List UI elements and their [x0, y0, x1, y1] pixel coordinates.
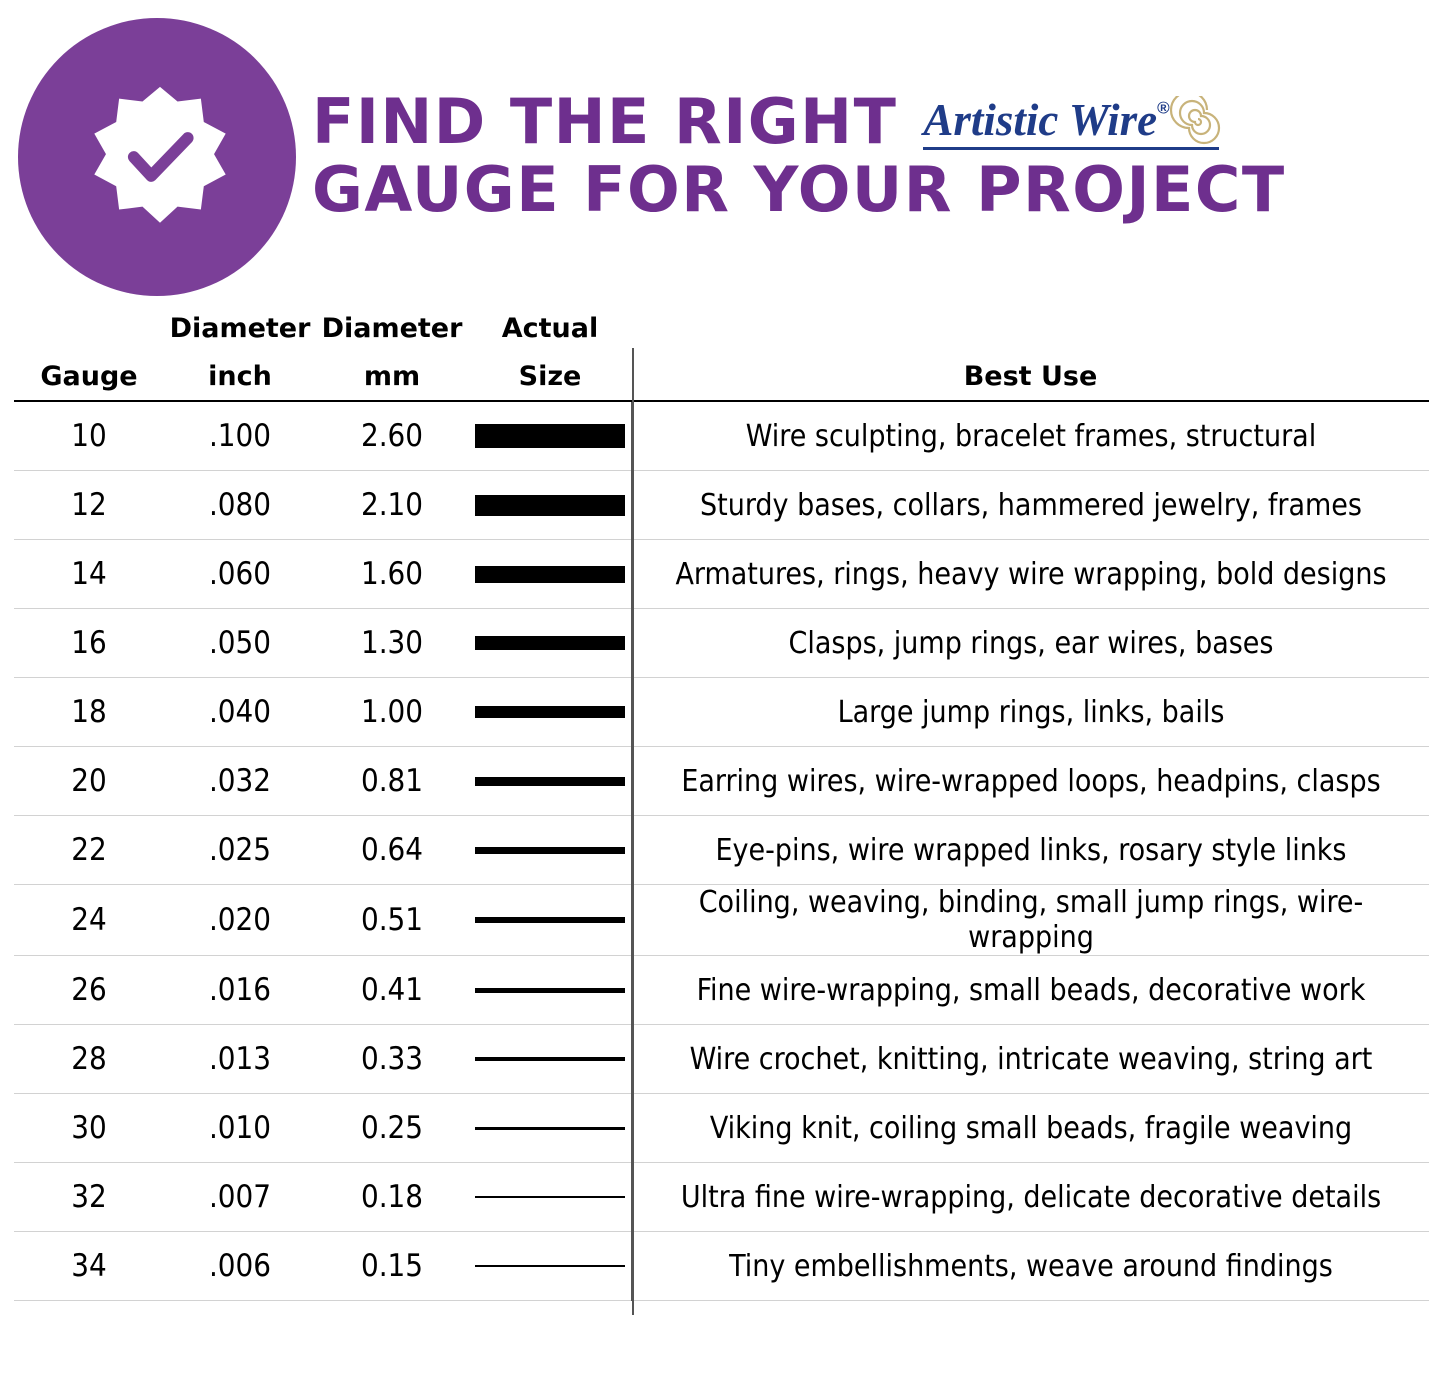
cell-gauge: 16 — [14, 609, 164, 678]
table-row — [14, 401, 1429, 471]
table-row — [14, 1025, 1429, 1094]
header-gauge: Gauge — [14, 348, 164, 401]
wire-thickness-swatch — [475, 1127, 625, 1130]
cell-gauge: 10 — [14, 401, 164, 471]
cell-gauge: 14 — [14, 540, 164, 609]
cell-diameter-inch: .006 — [164, 1232, 316, 1301]
wire-thickness-swatch — [475, 777, 625, 786]
cell-diameter-inch: .032 — [164, 747, 316, 816]
cell-diameter-mm: 1.60 — [316, 540, 468, 609]
cell-best-use: Viking knit, coiling small beads, fragile weaving — [632, 1094, 1429, 1163]
cell-actual-size — [468, 678, 632, 747]
cell-diameter-inch: .050 — [164, 609, 316, 678]
wire-thickness-swatch — [475, 566, 625, 583]
table-row — [14, 956, 1429, 1025]
cell-diameter-inch: .040 — [164, 678, 316, 747]
wire-thickness-swatch — [475, 636, 625, 650]
cell-diameter-inch: .025 — [164, 816, 316, 885]
table-row — [14, 816, 1429, 885]
header-diameter-inch-top: Diameter — [169, 313, 311, 344]
cell-gauge: 18 — [14, 678, 164, 747]
cell-best-use: Wire sculpting, bracelet frames, structural — [632, 401, 1429, 471]
page-title-line1 — [312, 85, 1286, 158]
cell-gauge: 28 — [14, 1025, 164, 1094]
cell-diameter-inch: .080 — [164, 471, 316, 540]
header-blank-1 — [14, 300, 164, 348]
cell-actual-size — [468, 401, 632, 471]
cell-diameter-mm: 0.41 — [316, 956, 468, 1025]
cell-diameter-inch: .013 — [164, 1025, 316, 1094]
table-row — [14, 540, 1429, 609]
artistic-wire-logo — [923, 82, 1219, 150]
wire-thickness-swatch — [475, 706, 625, 718]
cell-actual-size — [468, 540, 632, 609]
cell-actual-size — [468, 609, 632, 678]
header-size: Size — [468, 348, 632, 401]
cell-actual-size — [468, 1094, 632, 1163]
table-row — [14, 1232, 1429, 1301]
header-actual-top: Actual — [501, 313, 599, 344]
cell-best-use: Coiling, weaving, binding, small jump rings, wire-wrapping — [632, 885, 1429, 956]
header-titles — [296, 18, 1286, 227]
header-diameter-mm-top: Diameter — [321, 313, 463, 344]
table-row — [14, 747, 1429, 816]
spiral-icon — [1169, 96, 1227, 148]
cell-gauge: 24 — [14, 885, 164, 956]
wire-thickness-swatch — [475, 424, 625, 448]
wire-thickness-swatch — [475, 988, 625, 993]
cell-diameter-mm: 0.33 — [316, 1025, 468, 1094]
header-best-use: Best Use — [632, 348, 1429, 401]
gauge-table-area — [0, 300, 1445, 1301]
cell-actual-size — [468, 1232, 632, 1301]
wire-thickness-swatch — [475, 847, 625, 854]
header-blank-2 — [632, 300, 1429, 348]
cell-diameter-mm: 1.30 — [316, 609, 468, 678]
cell-gauge: 30 — [14, 1094, 164, 1163]
wire-thickness-swatch — [475, 1057, 625, 1061]
page-title-line2: GAUGE FOR YOUR PROJECT — [312, 153, 1286, 227]
cell-actual-size — [468, 956, 632, 1025]
header-mm: mm — [316, 348, 468, 401]
table-row — [14, 678, 1429, 747]
cell-gauge: 34 — [14, 1232, 164, 1301]
cell-best-use: Wire crochet, knitting, intricate weaving, string art — [632, 1025, 1429, 1094]
cell-actual-size — [468, 747, 632, 816]
table-row — [14, 609, 1429, 678]
gauge-table — [14, 300, 1429, 1301]
cell-diameter-inch: .060 — [164, 540, 316, 609]
cell-diameter-mm: 0.25 — [316, 1094, 468, 1163]
cell-best-use: Tiny embellishments, weave around findings — [632, 1232, 1429, 1301]
badge-logo — [18, 18, 296, 296]
cell-diameter-mm: 2.10 — [316, 471, 468, 540]
cell-diameter-mm: 0.51 — [316, 885, 468, 956]
cell-diameter-inch: .007 — [164, 1163, 316, 1232]
cell-best-use: Sturdy bases, collars, hammered jewelry, frames — [632, 471, 1429, 540]
cell-diameter-mm: 0.81 — [316, 747, 468, 816]
table-row — [14, 1094, 1429, 1163]
cell-gauge: 32 — [14, 1163, 164, 1232]
cell-diameter-mm: 0.18 — [316, 1163, 468, 1232]
wire-thickness-swatch — [475, 495, 625, 516]
table-row — [14, 471, 1429, 540]
wire-thickness-swatch — [475, 1196, 625, 1199]
table-body — [14, 401, 1429, 1301]
cell-gauge: 12 — [14, 471, 164, 540]
cell-diameter-mm: 0.15 — [316, 1232, 468, 1301]
cell-diameter-mm: 2.60 — [316, 401, 468, 471]
registered-mark: ® — [1157, 98, 1172, 118]
header — [0, 0, 1445, 300]
cell-actual-size — [468, 816, 632, 885]
cell-best-use: Earring wires, wire-wrapped loops, headpins, clasps — [632, 747, 1429, 816]
cell-actual-size — [468, 471, 632, 540]
table-row — [14, 885, 1429, 956]
cell-best-use: Armatures, rings, heavy wire wrapping, bold designs — [632, 540, 1429, 609]
cell-best-use: Fine wire-wrapping, small beads, decorative work — [632, 956, 1429, 1025]
wire-thickness-swatch — [475, 1265, 625, 1267]
cell-best-use: Clasps, jump rings, ear wires, bases — [632, 609, 1429, 678]
cell-diameter-mm: 1.00 — [316, 678, 468, 747]
cell-actual-size — [468, 1163, 632, 1232]
brand-name: Artistic Wire — [923, 95, 1158, 145]
table-header-row-top — [14, 300, 1429, 348]
check-badge-icon — [87, 84, 233, 230]
cell-gauge: 22 — [14, 816, 164, 885]
header-inch: inch — [164, 348, 316, 401]
cell-diameter-inch: .100 — [164, 401, 316, 471]
cell-diameter-mm: 0.64 — [316, 816, 468, 885]
cell-actual-size — [468, 885, 632, 956]
page-title-text1: FIND THE RIGHT — [312, 85, 898, 158]
cell-gauge: 20 — [14, 747, 164, 816]
table-header-row-bottom — [14, 348, 1429, 401]
cell-diameter-inch: .016 — [164, 956, 316, 1025]
wire-thickness-swatch — [475, 917, 625, 923]
cell-diameter-inch: .010 — [164, 1094, 316, 1163]
table-row — [14, 1163, 1429, 1232]
cell-actual-size — [468, 1025, 632, 1094]
cell-gauge: 26 — [14, 956, 164, 1025]
cell-best-use: Large jump rings, links, bails — [632, 678, 1429, 747]
column-divider — [632, 348, 634, 1315]
cell-best-use: Eye-pins, wire wrapped links, rosary style links — [632, 816, 1429, 885]
cell-best-use: Ultra fine wire-wrapping, delicate decorative details — [632, 1163, 1429, 1232]
cell-diameter-inch: .020 — [164, 885, 316, 956]
